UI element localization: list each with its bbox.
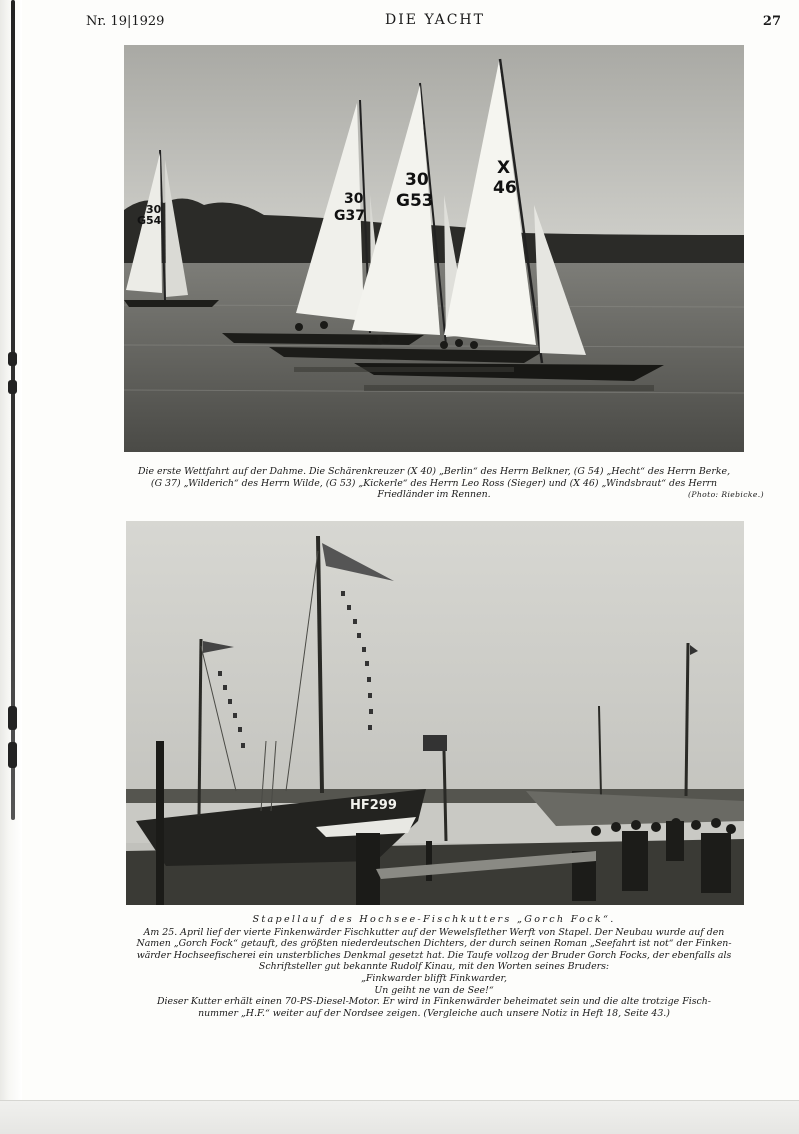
binding-clip: [8, 742, 17, 768]
regatta-photo: [124, 45, 744, 452]
caption-line: Schriftsteller gut bekannte Rudolf Kinau, mit den Worten seines Bruders:: [258, 961, 610, 973]
binding-edge: [0, 0, 22, 1100]
caption-line: wärder Hochseefischerei ein unsterbliches Denkmal gesetzt hat. Die Taufe vollzog der Bruder Gorch Focks, der ebenfalls als: [136, 949, 732, 961]
scan-bottom-edge: [0, 1100, 799, 1134]
sail-number-top: 30: [146, 203, 162, 216]
caption-line: Die erste Wettfahrt auf der Dahme. Die Schärenkreuzer (X 40) „Berlin“ des Herrn Belkner, (G 54) „Hecht“ des Herrn Berke,: [137, 466, 731, 477]
caption-quote-line: „Finkwarder blifft Finkwarder,: [361, 972, 507, 984]
binding-clip: [8, 352, 17, 366]
caption-line: Am 25. April lief der vierte Finkenwärder Fischkutter auf der Wewelsflether Werft von Stapel. Der Neubau wurde auf den: [143, 926, 725, 938]
sail-number-bottom: 46: [493, 178, 517, 198]
issue-number: Nr. 19|1929: [86, 14, 165, 29]
caption-line: (G 37) „Wilderich“ des Herrn Wilde, (G 53) „Kickerle“ des Herrn Leo Ross (Sieger) und (X 46) „Windsbraut“ des Herrn: [150, 477, 718, 489]
sail-number-top: 30: [405, 170, 429, 190]
binding-clip: [8, 706, 17, 730]
launch-caption: [100, 914, 768, 1019]
caption-line: Friedländer im Rennen.: [377, 489, 491, 501]
sail-number-top: 30: [344, 191, 364, 207]
regatta-caption: [100, 466, 768, 501]
caption-title: Stapellauf des Hochsee-Fischkutters „Gorch Fock“.: [252, 914, 616, 925]
sail-number-bottom: G37: [334, 208, 365, 224]
caption-quote-line: Un geiht ne van de See!“: [374, 984, 494, 996]
caption-line: nummer „H.F.“ weiter auf der Nordsee zeigen. (Vergleiche auch unsere Notiz in Heft 18, Seite 43.): [198, 1007, 670, 1019]
binding-clip: [8, 380, 17, 394]
sail-number-bottom: G53: [396, 191, 434, 211]
launch-photo: [126, 521, 744, 905]
regatta-photo-image: [124, 45, 744, 452]
journal-title: DIE YACHT: [385, 12, 485, 28]
page-header: [0, 12, 799, 32]
hull-number: HF299: [350, 798, 397, 813]
photo-credit: (Photo: Riebicke.): [688, 490, 764, 499]
caption-line: Namen „Gorch Fock“ getauft, des größten niederdeutschen Dichters, der durch seinen Roman „Seefahrt ist not“ der Finken-: [136, 938, 732, 950]
caption-line: Dieser Kutter erhält einen 70-PS-Diesel-Motor. Er wird in Finkenwärder beheimatet sein und die alte trotzige Fisch-: [157, 996, 711, 1008]
sail-number-bottom: G54: [137, 214, 162, 227]
page-number: 27: [762, 14, 781, 29]
sail-number-top: X: [497, 158, 511, 178]
launch-photo-image: [126, 521, 744, 905]
binding-line: [11, 0, 15, 820]
